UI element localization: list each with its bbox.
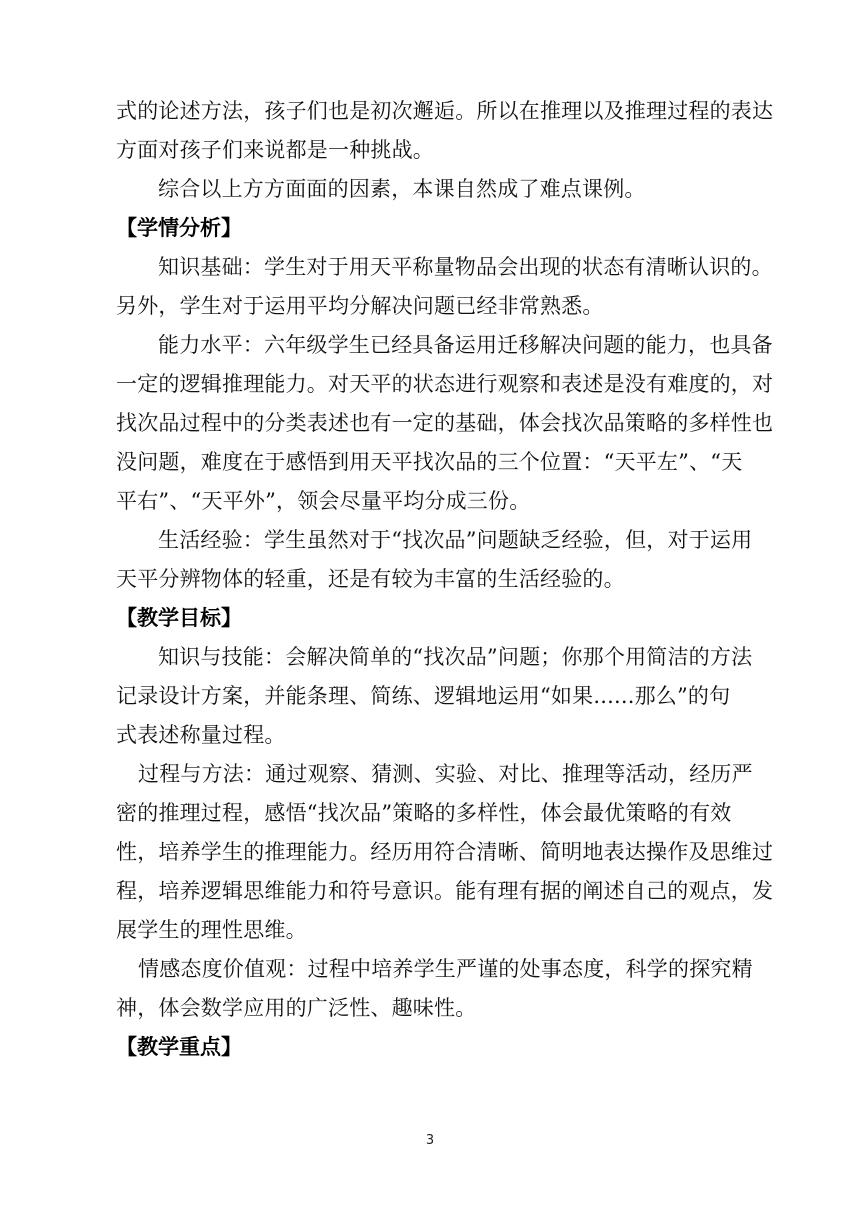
section-heading-teaching-focus: 【教学重点】 bbox=[116, 1035, 242, 1059]
body-line: 性，培养学生的推理能力。经历用符合清晰、简明地表达操作及思维过 bbox=[116, 840, 774, 864]
body-line: 综合以上方方面面的因素，本课自然成了难点课例。 bbox=[158, 177, 646, 201]
body-line: 过程与方法：通过观察、猜测、实验、对比、推理等活动，经历严 bbox=[138, 762, 753, 786]
body-line: 情感态度价值观：过程中培养学生严谨的处事态度，科学的探究精 bbox=[138, 957, 753, 981]
body-line: 知识与技能：会解决简单的“找次品”问题；你那个用简洁的方法 bbox=[158, 645, 753, 669]
body-line: 平右”、“天平外”，领会尽量平均分成三份。 bbox=[116, 489, 531, 513]
section-heading-student-analysis: 【学情分析】 bbox=[116, 216, 242, 240]
body-line: 神，体会数学应用的广泛性、趣味性。 bbox=[116, 996, 477, 1020]
body-line: 式表述称量过程。 bbox=[116, 723, 286, 747]
section-heading-teaching-goals: 【教学目标】 bbox=[116, 606, 242, 630]
body-line: 密的推理过程，感悟“找次品”策略的多样性，体会最优策略的有效 bbox=[116, 801, 732, 825]
body-line: 知识基础：学生对于用天平称量物品会出现的状态有清晰认识的。 bbox=[158, 255, 773, 279]
body-line: 记录设计方案，并能条理、简练、逻辑地运用“如果......那么”的句 bbox=[116, 684, 731, 708]
body-line: 展学生的理性思维。 bbox=[116, 918, 307, 942]
body-line: 天平分辨物体的轻重，还是有较为丰富的生活经验的。 bbox=[116, 567, 625, 591]
body-line: 没问题，难度在于感悟到用天平找次品的三个位置：“天平左”、“天 bbox=[116, 450, 743, 474]
document-body bbox=[116, 92, 774, 1067]
body-line: 生活经验：学生虽然对于“找次品”问题缺乏经验，但，对于运用 bbox=[158, 528, 753, 552]
body-line: 一定的逻辑推理能力。对天平的状态进行观察和表述是没有难度的，对 bbox=[116, 372, 774, 396]
page-number: 3 bbox=[425, 1133, 435, 1148]
body-line: 找次品过程中的分类表述也有一定的基础，体会找次品策略的多样性也 bbox=[116, 411, 774, 435]
body-line: 程，培养逻辑思维能力和符号意识。能有理有据的阐述自己的观点，发 bbox=[116, 879, 774, 903]
body-line: 能力水平：六年级学生已经具备运用迁移解决问题的能力，也具备 bbox=[158, 333, 773, 357]
body-line: 方面对孩子们来说都是一种挑战。 bbox=[116, 138, 434, 162]
body-line: 式的论述方法，孩子们也是初次邂逅。所以在推理以及推理过程的表达 bbox=[116, 99, 774, 123]
body-line: 另外，学生对于运用平均分解决问题已经非常熟悉。 bbox=[116, 294, 604, 318]
